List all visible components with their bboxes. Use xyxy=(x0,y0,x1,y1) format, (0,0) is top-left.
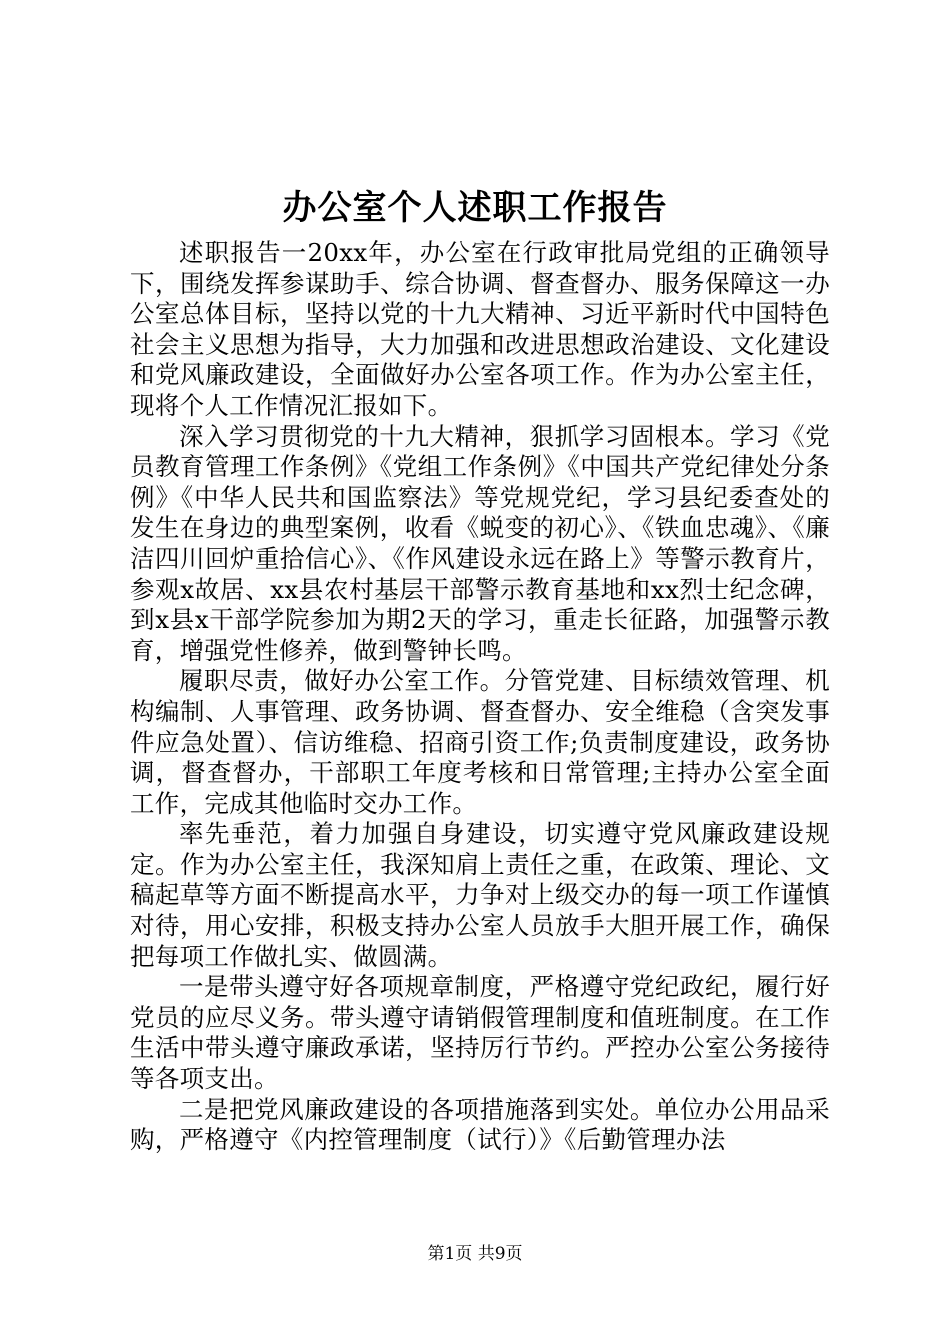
paragraph-study: 深入学习贯彻党的十九大精神，狠抓学习固根本。学习《党员教育管理工作条例》《党组工作条例》《中国共产党纪律处分条例》《中华人民共和国监察法》等党规党纪，学习县纪委查处的发生在身边的典型案例，收看《蜕变的初心》、《铁血忠魂》、《廉洁四川回炉重拾信心》、《作风建设永远在路上》等警示教育片，参观x故居、xx县农村基层干部警示教育基地和xx烈士纪念碑，到x县x干部学院参加为期2天的学习，重走长征路，加强警示教育，增强党性修养，做到警钟长鸣。 xyxy=(130,421,830,665)
paragraph-duties: 履职尽责，做好办公室工作。分管党建、目标绩效管理、机构编制、人事管理、政务协调、督查督办、安全维稳（含突发事件应急处置）、信访维稳、招商引资工作;负责制度建设，政务协调，督查督办，干部职工年度考核和日常管理;主持办公室全面工作，完成其他临时交办工作。 xyxy=(130,666,830,818)
paragraph-intro: 述职报告一20xx年，办公室在行政审批局党组的正确领导下，围绕发挥参谋助手、综合协调、督查督办、服务保障这一办公室总体目标，坚持以党的十九大精神、习近平新时代中国特色社会主义思想为指导，大力加强和改进思想政治建设、文化建设和党风廉政建设，全面做好办公室各项工作。作为办公室主任，现将个人工作情况汇报如下。 xyxy=(130,238,830,420)
document-title: 办公室个人述职工作报告 xyxy=(282,188,668,228)
page-footer: 第1页 共9页 xyxy=(427,1244,523,1264)
paragraph-point-one: 一是带头遵守好各项规章制度，严格遵守党纪政纪，履行好党员的应尽义务。带头遵守请销假管理制度和值班制度。在工作生活中带头遵守廉政承诺，坚持厉行节约。严控办公室公务接待等各项支出。 xyxy=(130,972,830,1094)
paragraph-point-two: 二是把党风廉政建设的各项措施落到实处。单位办公用品采购，严格遵守《内控管理制度（试行）》《后勤管理办法 xyxy=(130,1094,830,1155)
paragraph-self-building: 率先垂范，着力加强自身建设，切实遵守党风廉政建设规定。作为办公室主任，我深知肩上责任之重，在政策、理论、文稿起草等方面不断提高水平，力争对上级交办的每一项工作谨慎对待，用心安排，积极支持办公室人员放手大胆开展工作，确保把每项工作做扎实、做圆满。 xyxy=(130,819,830,971)
document-body xyxy=(130,238,830,1156)
